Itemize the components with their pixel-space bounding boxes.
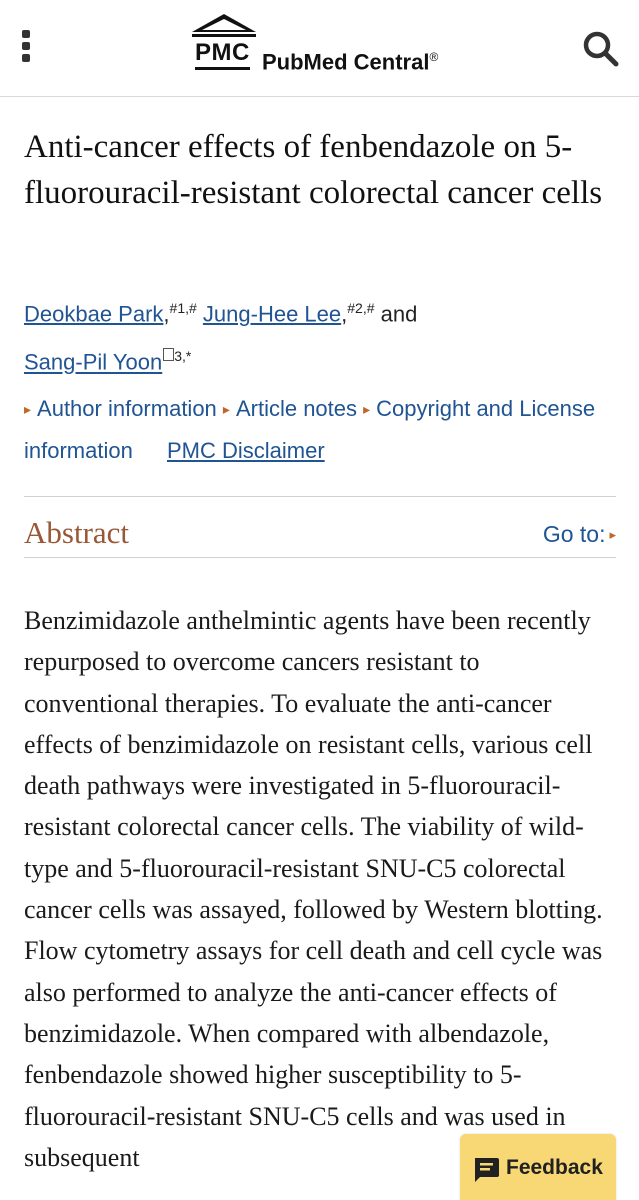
abstract-section-header (24, 496, 616, 558)
author-separator: , (341, 301, 348, 327)
author-affiliation-sup: #1,# (169, 300, 197, 316)
feedback-label: Feedback (506, 1156, 603, 1179)
author-link[interactable]: Deokbae Park (24, 301, 164, 327)
author-and: and (380, 301, 418, 327)
triangle-right-icon: ▸ (363, 401, 371, 417)
author-information-toggle[interactable] (24, 396, 217, 421)
feedback-icon (472, 1156, 500, 1184)
abstract-body: Benzimidazole anthelmintic agents have been recently repurposed to overcome cancers resistant to conventional therapies. To evaluate the anti-cancer effects of benzimidazole on resistant cells, various cell death pathways were investigated in 5-fluorouracil-resistant colorectal cancer cells. The viability of wild-type and 5-fluorouracil-resistant SNU-C5 colorectal cancer cells was assayed, followed by Western blotting. Flow cytometry assays for cell death and cell cycle was also performed to analyze the anti-cancer effects of benzimidazole. When compared with albendazole, fenbendazole showed higher susceptibility to 5-fluorouracil-resistant SNU-C5 cells and was used in subsequent (24, 606, 603, 1172)
pmc-logo[interactable] (192, 12, 462, 76)
author-affiliation-sup: 3,* (174, 348, 192, 365)
author-information-label: Author information (37, 396, 217, 421)
pmc-disclaimer-link[interactable]: PMC Disclaimer (166, 438, 325, 463)
author-list (24, 287, 624, 384)
pmc-roof-icon (192, 14, 256, 40)
goto-label: Go to: (542, 521, 606, 547)
author-affiliation-sup: #2,# (347, 300, 375, 316)
triangle-right-icon: ▸ (222, 401, 230, 417)
abstract-heading: Abstract (24, 515, 130, 550)
article-meta-links (24, 388, 624, 472)
article-notes-label: Article notes (235, 396, 358, 421)
triangle-right-icon: ▸ (609, 527, 616, 542)
triangle-right-icon: ▸ (24, 401, 32, 417)
more-menu-icon[interactable] (18, 30, 38, 66)
article-title: Anti-cancer effects of fenbendazole on 5-fluorouracil-resistant colorectal cancer cells (24, 129, 603, 211)
email-icon[interactable] (163, 348, 174, 361)
site-name (262, 44, 438, 75)
search-icon[interactable] (582, 30, 620, 68)
author-link[interactable]: Jung-Hee Lee (202, 301, 342, 327)
feedback-button[interactable] (460, 1134, 616, 1200)
goto-menu[interactable] (543, 521, 616, 548)
pmc-logo-text: PMC (195, 40, 250, 70)
copyright-label: Copyright and License information (24, 396, 596, 463)
article-notes-toggle[interactable] (223, 396, 357, 421)
top-header (0, 0, 639, 97)
registered-mark: ® (429, 50, 439, 64)
author-link[interactable]: Sang-Pil Yoon (24, 349, 163, 375)
author-separator: , (163, 301, 170, 327)
site-name-text: PubMed Central (262, 49, 430, 75)
